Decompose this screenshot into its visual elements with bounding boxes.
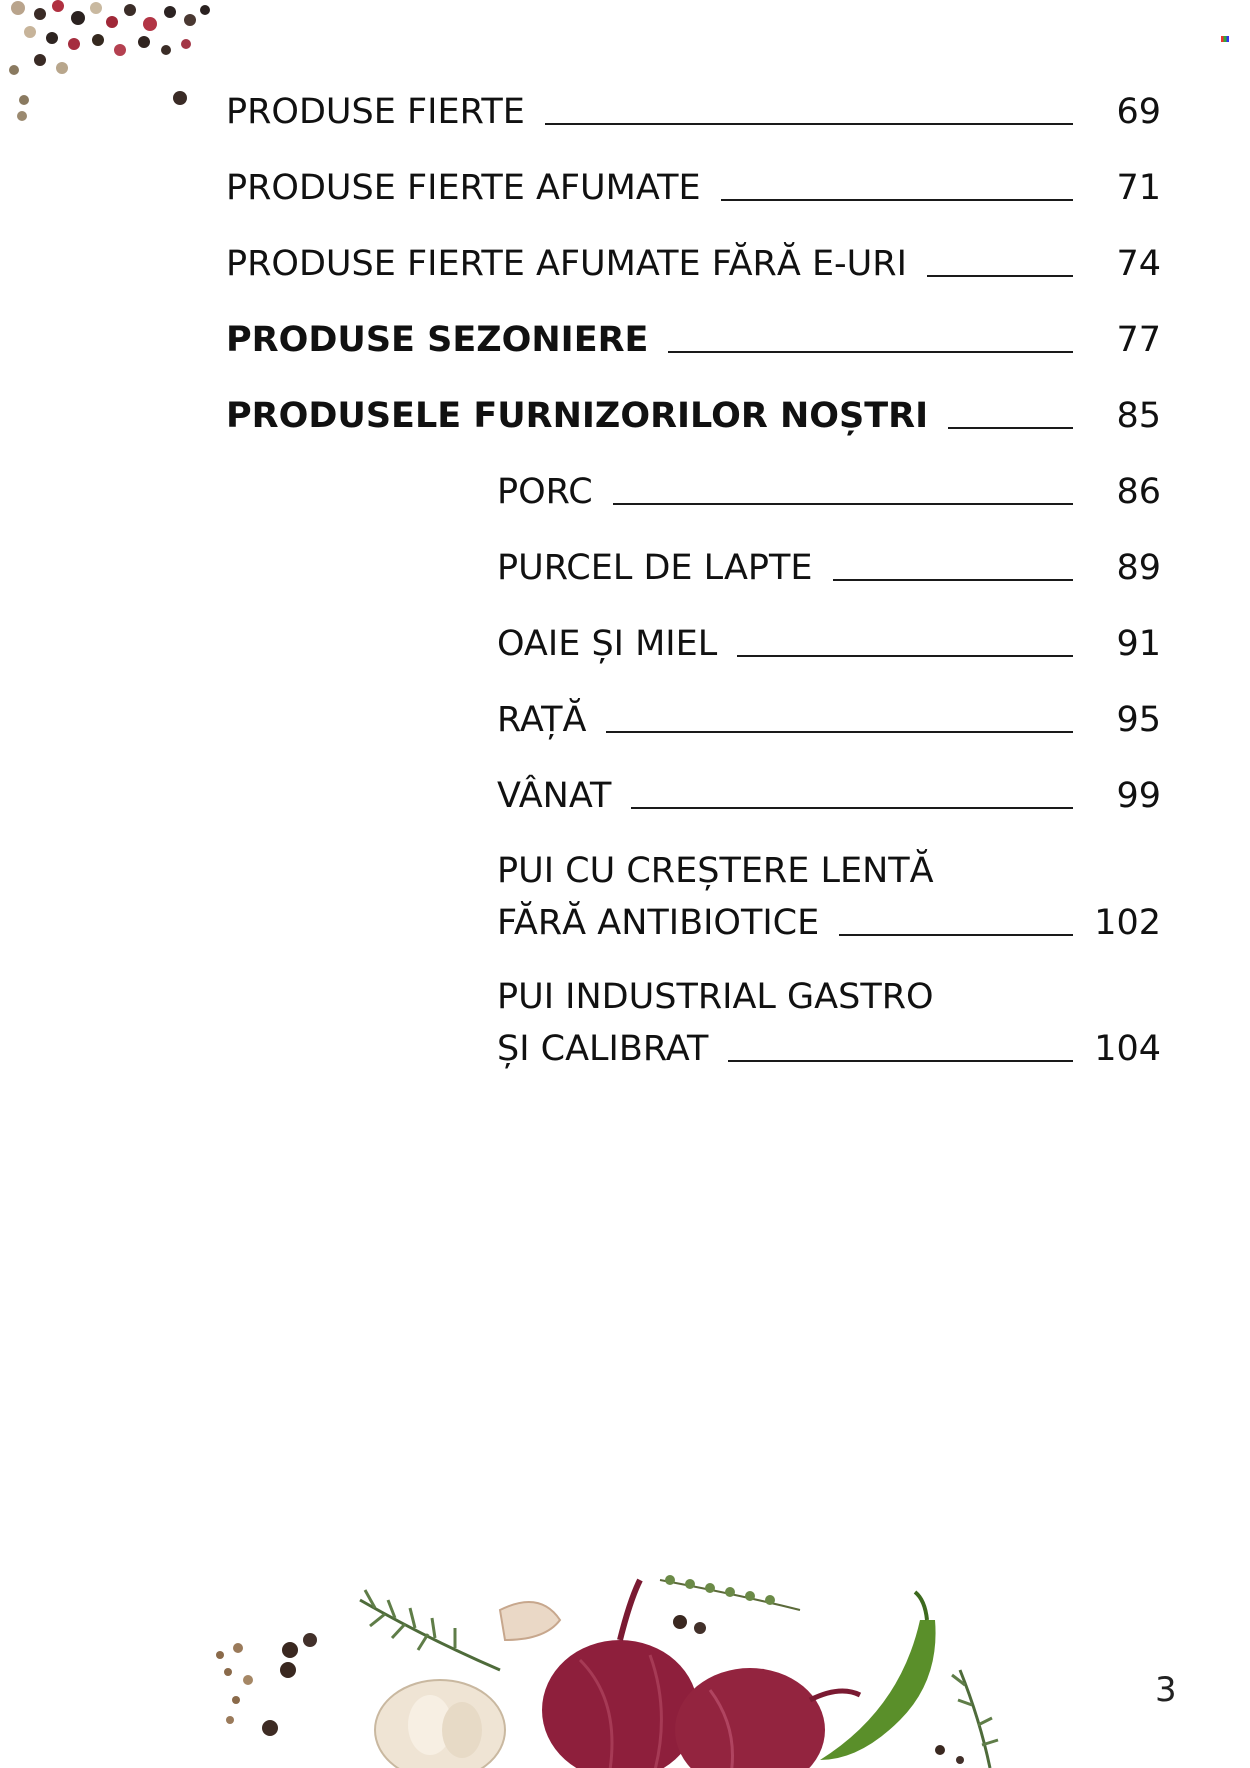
toc-subentry-page: 89 [1116, 548, 1161, 588]
toc-leader-line [545, 123, 1073, 125]
toc-subentry-page: 95 [1116, 700, 1161, 740]
toc-entry-page: 71 [1116, 168, 1161, 208]
toc-leader-line [839, 934, 1073, 936]
toc-leader-line [668, 351, 1073, 353]
toc-entry-label: PRODUSE FIERTE [226, 92, 525, 132]
toc-subentry-label: OAIE ȘI MIEL [497, 624, 718, 664]
toc-subentry[interactable] [497, 618, 1161, 670]
toc-entry-page: 85 [1116, 396, 1161, 436]
toc-entry[interactable] [226, 238, 1161, 290]
toc-leader-line [728, 1060, 1073, 1062]
toc-entry[interactable] [226, 390, 1161, 442]
toc-leader-line [927, 275, 1073, 277]
toc-subentry-label-line1: PUI CU CREȘTERE LENTĂ [497, 851, 934, 891]
toc-subentry-label: PURCEL DE LAPTE [497, 548, 813, 588]
toc-leader-line [737, 655, 1073, 657]
peppercorns-decoration [0, 0, 230, 130]
toc-subentry-label: VÂNAT [497, 776, 612, 816]
toc-entry-page: 74 [1116, 244, 1161, 284]
toc-entry-page: 77 [1116, 320, 1161, 360]
toc-subentry[interactable] [497, 770, 1161, 822]
toc-subentry-page: 104 [1094, 1029, 1161, 1069]
toc-entry-label: PRODUSE FIERTE AFUMATE FĂRĂ E-URI [226, 244, 907, 284]
toc-subentry-page: 91 [1116, 624, 1161, 664]
toc-leader-line [833, 579, 1073, 581]
toc-subentry-page: 102 [1094, 903, 1161, 943]
toc-leader-line [631, 807, 1073, 809]
toc-entry[interactable] [226, 314, 1161, 366]
toc-subentry[interactable] [497, 971, 1161, 1076]
toc-entry[interactable] [226, 86, 1161, 138]
toc-subentry[interactable] [497, 542, 1161, 594]
toc-leader-line [606, 731, 1073, 733]
vegetables-decoration [200, 1560, 1020, 1768]
toc-subentry-label: PORC [497, 472, 593, 512]
toc-entry-page: 69 [1116, 92, 1161, 132]
toc-leader-line [613, 503, 1073, 505]
toc-subentry-label: RAȚĂ [497, 700, 587, 740]
toc-subentry-page: 99 [1116, 776, 1161, 816]
page-number: 3 [1155, 1670, 1177, 1710]
toc-entry-label: PRODUSE SEZONIERE [226, 320, 649, 360]
toc-subentry-page: 86 [1116, 472, 1161, 512]
toc-subentry[interactable] [497, 845, 1161, 950]
toc-subentry[interactable] [497, 466, 1161, 518]
toc-entry[interactable] [226, 162, 1161, 214]
toc-subentry-label-line2: FĂRĂ ANTIBIOTICE [497, 903, 820, 943]
toc-subentry-label-line2: ȘI CALIBRAT [497, 1029, 709, 1069]
toc-subentry-label-line1: PUI INDUSTRIAL GASTRO [497, 977, 934, 1017]
toc-subentry[interactable] [497, 694, 1161, 746]
toc-leader-line [948, 427, 1073, 429]
toc-entry-label: PRODUSE FIERTE AFUMATE [226, 168, 701, 208]
color-mark [1221, 36, 1229, 42]
toc-entry-label: PRODUSELE FURNIZORILOR NOȘTRI [226, 396, 929, 436]
toc-leader-line [721, 199, 1073, 201]
